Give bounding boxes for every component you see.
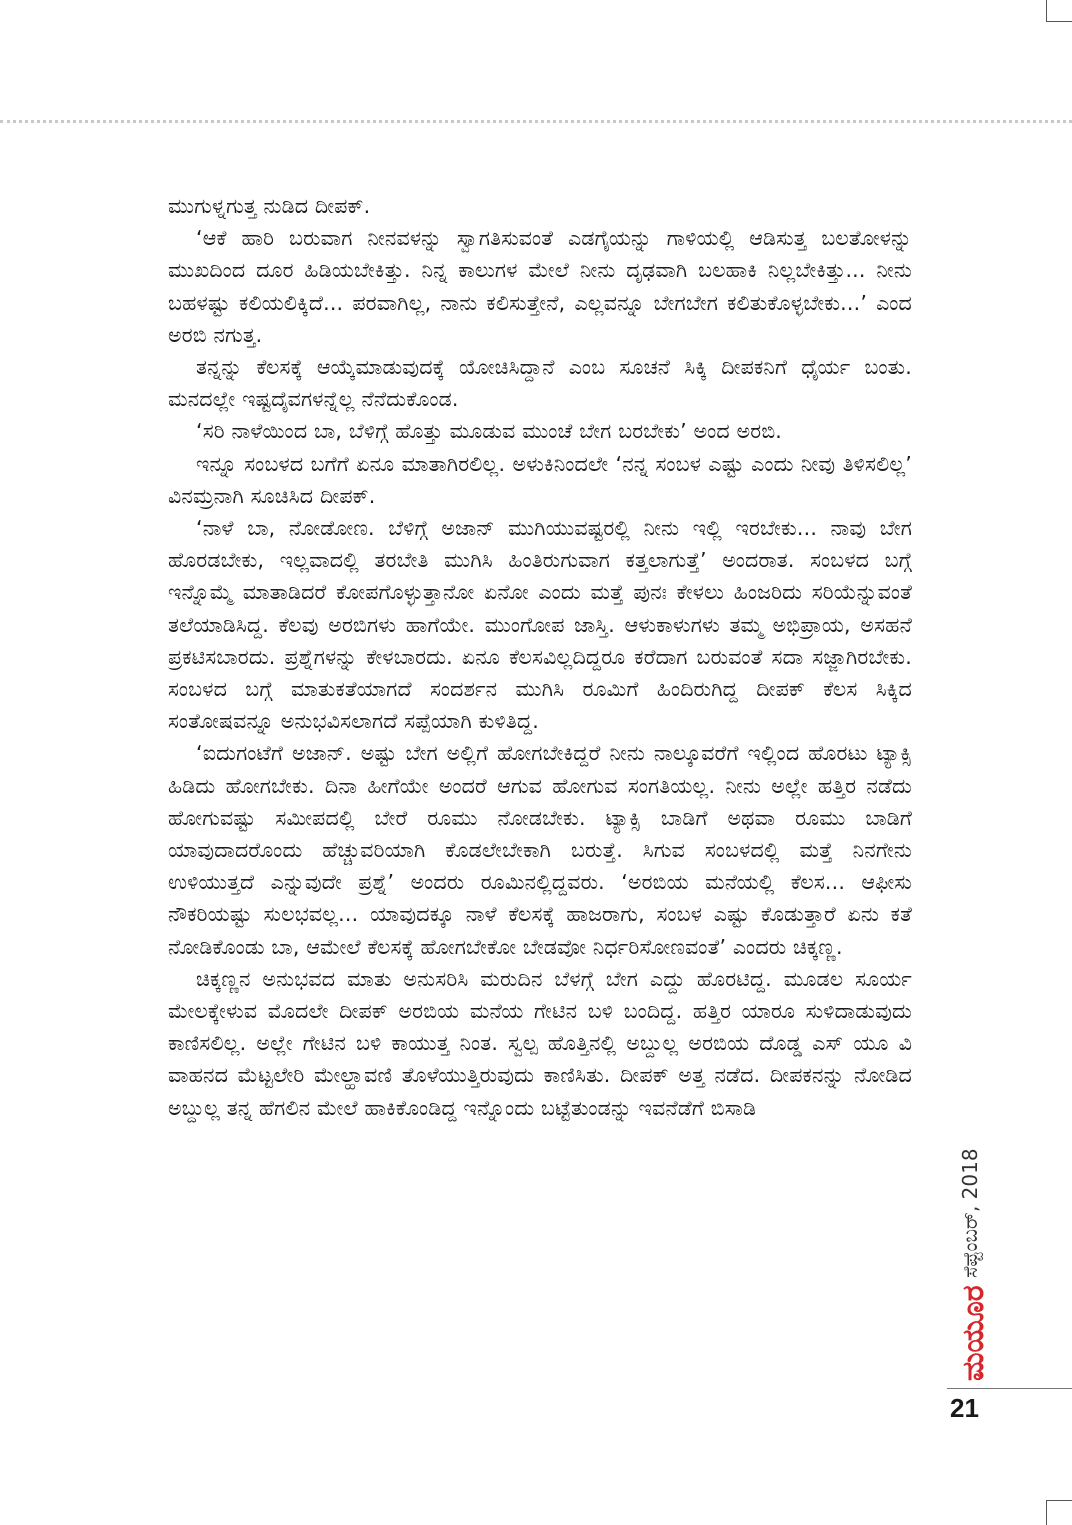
crop-mark-bottom [1046, 1500, 1047, 1525]
paragraph-5: ಇನ್ನೂ ಸಂಬಳದ ಬಗೆಗೆ ಏನೂ ಮಾತಾಗಿರಲಿಲ್ಲ. ಅಳುಕಿನಿಂದಲೇ ‘ನನ್ನ ಸಂಬಳ ಎಷ್ಟು ಎಂದು ನೀವು ತಿಳಿಸಲಿಲ್ಲ’ ವಿನಮ್ರನಾಗಿ ಸೂಚಿಸಿದ ದೀಪಕ್. [168, 451, 912, 508]
paragraph-8: ಚಿಕ್ಕಣ್ಣನ ಅನುಭವದ ಮಾತು ಅನುಸರಿಸಿ ಮರುದಿನ ಬೆಳಗ್ಗೆ ಬೇಗ ಎದ್ದು ಹೊರಟಿದ್ದ. ಮೂಡಲ ಸೂರ್ಯ ಮೇಲಕ್ಕೇಳುವ ಮೊದಲೇ ದೀಪಕ್ ಅರಬಿಯ ಮನೆಯ ಗೇಟಿನ ಬಳಿ ಬಂದಿದ್ದ. ಹತ್ತಿರ ಯಾರೂ ಸುಳಿದಾಡುವುದು ಕಾಣಿಸಲಿಲ್ಲ. ಅಲ್ಲೇ ಗೇಟಿನ ಬಳಿ ಕಾಯುತ್ತ ನಿಂತ. ಸ್ವಲ್ಪ ಹೊತ್ತಿನಲ್ಲಿ ಅಬ್ದುಲ್ಲ ಅರಬಿಯ ದೊಡ್ಡ ಎಸ್ ಯೂ ವಿ ವಾಹನದ ಮೆಟ್ಟಲೇರಿ ಮೇಲ್ಹಾವಣಿ ತೊಳೆಯುತ್ತಿರುವುದು ಕಾಣಿಸಿತು. ದೀಪಕ್ ಅತ್ತ ನಡೆದ. ದೀಪಕನನ್ನು ನೋಡಿದ ಅಬ್ದುಲ್ಲ ತನ್ನ ಹೆಗಲಿನ ಮೇಲೆ ಹಾಕಿಕೊಂಡಿದ್ದ ಇನ್ನೊಂದು ಬಟ್ಟೆತುಂಡನ್ನು ಇವನೆಡೆಗೆ ಬಿಸಾಡಿ [168, 966, 912, 1120]
paragraph-1: ಮುಗುಳ್ನಗುತ್ತ ನುಡಿದ ದೀಪಕ್. [168, 194, 371, 218]
issue-date: ಸೆಪ್ಟೆಂಬರ್, 2018 [958, 1148, 982, 1278]
paragraph-2: ‘ಆಕೆ ಹಾರಿ ಬರುವಾಗ ನೀನವಳನ್ನು ಸ್ವಾಗತಿಸುವಂತೆ ಎಡಗೈಯನ್ನು ಗಾಳಿಯಲ್ಲಿ ಆಡಿಸುತ್ತ ಬಲತೋಳನ್ನು ಮುಖದಿಂದ ದೂರ ಹಿಡಿಯಬೇಕಿತ್ತು. ನಿನ್ನ ಕಾಲುಗಳ ಮೇಲೆ ನೀನು ದೃಢವಾಗಿ ಬಲಹಾಕಿ ನಿಲ್ಲಬೇಕಿತ್ತು... ನೀನು ಬಹಳಷ್ಟು ಕಲಿಯಲಿಕ್ಕಿದೆ... ಪರವಾಗಿಲ್ಲ, ನಾನು ಕಲಿಸುತ್ತೇನೆ, ಎಲ್ಲವನ್ನೂ ಬೇಗಬೇಗ ಕಲಿತುಕೊಳ್ಳಬೇಕು...’ ಎಂದ ಅರಬಿ ನಗುತ್ತ. [168, 226, 912, 347]
crop-mark-bottom-horizontal [1046, 1500, 1072, 1501]
paragraph-4: ‘ಸರಿ ನಾಳೆಯಿಂದ ಬಾ, ಬೆಳಿಗ್ಗೆ ಹೊತ್ತು ಮೂಡುವ ಮುಂಚೆ ಬೇಗ ಬರಬೇಕು’ ಅಂದ ಅರಬಿ. [196, 419, 783, 444]
paragraph-7: ‘ಐದುಗಂಟೆಗೆ ಅಜಾನ್. ಅಷ್ಟು ಬೇಗ ಅಲ್ಲಿಗೆ ಹೋಗಬೇಕಿದ್ದರೆ ನೀನು ನಾಲ್ಕೂವರೆಗೆ ಇಲ್ಲಿಂದ ಹೊರಟು ಟ್ಯಾಕ್ಸಿ ಹಿಡಿದು ಹೋಗಬೇಕು. ದಿನಾ ಹೀಗೆಯೇ ಅಂದರೆ ಆಗುವ ಹೋಗುವ ಸಂಗತಿಯಲ್ಲ. ನೀನು ಅಲ್ಲೇ ಹತ್ತಿರ ನಡೆದು ಹೋಗುವಷ್ಟು ಸಮೀಪದಲ್ಲಿ ಬೇರೆ ರೂಮು ನೋಡಬೇಕು. ಟ್ಯಾಕ್ಸಿ ಬಾಡಿಗೆ ಅಥವಾ ರೂಮು ಬಾಡಿಗೆ ಯಾವುದಾದರೊಂದು ಹೆಚ್ಚುವರಿಯಾಗಿ ಕೊಡಲೇಬೇಕಾಗಿ ಬರುತ್ತೆ. ಸಿಗುವ ಸಂಬಳದಲ್ಲಿ ಮತ್ತೆ ನಿನಗೇನು ಉಳಿಯುತ್ತದೆ ಎನ್ನುವುದೇ ಪ್ರಶ್ನೆ’ ಅಂದರು ರೂಮಿನಲ್ಲಿದ್ದವರು. ‘ಅರಬಿಯ ಮನೆಯಲ್ಲಿ ಕೆಲಸ... ಆಫೀಸು ನೌಕರಿಯಷ್ಟು ಸುಲಭವಲ್ಲ... ಯಾವುದಕ್ಕೂ ನಾಳೆ ಕೆಲಸಕ್ಕೆ ಹಾಜರಾಗು, ಸಂಬಳ ಎಷ್ಟು ಕೊಡುತ್ತಾರೆ ಏನು ಕತೆ ನೋಡಿಕೊಂಡು ಬಾ, ಆಮೇಲೆ ಕೆಲಸಕ್ಕೆ ಹೋಗಬೇಕೋ ಬೇಡವೋ ನಿರ್ಧರಿಸೋಣವಂತೆ’ ಎಂದರು ಚಿಕ್ಕಣ್ಣ. [168, 741, 912, 959]
page-number: 21 [950, 1393, 979, 1423]
article-body [168, 190, 912, 1124]
crop-mark-top [1046, 0, 1047, 22]
magazine-logo: ಮಯೂರ [956, 1285, 991, 1381]
paragraph-3: ತನ್ನನ್ನು ಕೆಲಸಕ್ಕೆ ಆಯ್ಕೆಮಾಡುವುದಕ್ಕೆ ಯೋಚಿಸಿದ್ದಾನೆ ಎಂಬ ಸೂಚನೆ ಸಿಕ್ಕಿ ದೀಪಕನಿಗೆ ಧೈರ್ಯ ಬಂತು. ಮನದಲ್ಲೇ ಇಷ್ಟದೈವಗಳನ್ನೆಲ್ಲ ನೆನೆದುಕೊಂಡ. [168, 355, 912, 412]
header-dotted-rule [0, 120, 1072, 123]
page-number-rule [947, 1388, 1072, 1389]
paragraph-6: ‘ನಾಳೆ ಬಾ, ನೋಡೋಣ. ಬೆಳಿಗ್ಗೆ ಅಜಾನ್ ಮುಗಿಯುವಷ್ಟರಲ್ಲಿ ನೀನು ಇಲ್ಲಿ ಇರಬೇಕು... ನಾವು ಬೇಗ ಹೊರಡಬೇಕು, ಇಲ್ಲವಾದಲ್ಲಿ ತರಬೇತಿ ಮುಗಿಸಿ ಹಿಂತಿರುಗುವಾಗ ಕತ್ತಲಾಗುತ್ತೆ’ ಅಂದರಾತ. ಸಂಬಳದ ಬಗ್ಗೆ ಇನ್ನೊಮ್ಮೆ ಮಾತಾಡಿದರೆ ಕೋಪಗೊಳ್ಳುತ್ತಾನೋ ಏನೋ ಎಂದು ಮತ್ತೆ ಪುನಃ ಕೇಳಲು ಹಿಂಜರಿದು ಸರಿಯೆನ್ನುವಂತೆ ತಲೆಯಾಡಿಸಿದ್ದ. ಕೆಲವು ಅರಬಿಗಳು ಹಾಗೆಯೇ. ಮುಂಗೋಪ ಜಾಸ್ತಿ. ಆಳುಕಾಳುಗಳು ತಮ್ಮ ಅಭಿಪ್ರಾಯ, ಅಸಹನೆ ಪ್ರಕಟಿಸಬಾರದು. ಪ್ರಶ್ನೆಗಳನ್ನು ಕೇಳಬಾರದು. ಏನೂ ಕೆಲಸವಿಲ್ಲದಿದ್ದರೂ ಕರೆದಾಗ ಬರುವಂತೆ ಸದಾ ಸಜ್ಜಾಗಿರಬೇಕು. ಸಂಬಳದ ಬಗ್ಗೆ ಮಾತುಕತೆಯಾಗದೆ ಸಂದರ್ಶನ ಮುಗಿಸಿ ರೂಮಿಗೆ ಹಿಂದಿರುಗಿದ್ದ ದೀಪಕ್ ಕೆಲಸ ಸಿಕ್ಕಿದ ಸಂತೋಷವನ್ನೂ ಅನುಭವಿಸಲಾಗದೆ ಸಪ್ಪೆಯಾಗಿ ಕುಳಿತಿದ್ದ. [168, 516, 912, 734]
crop-mark-top-horizontal [1046, 21, 1072, 22]
